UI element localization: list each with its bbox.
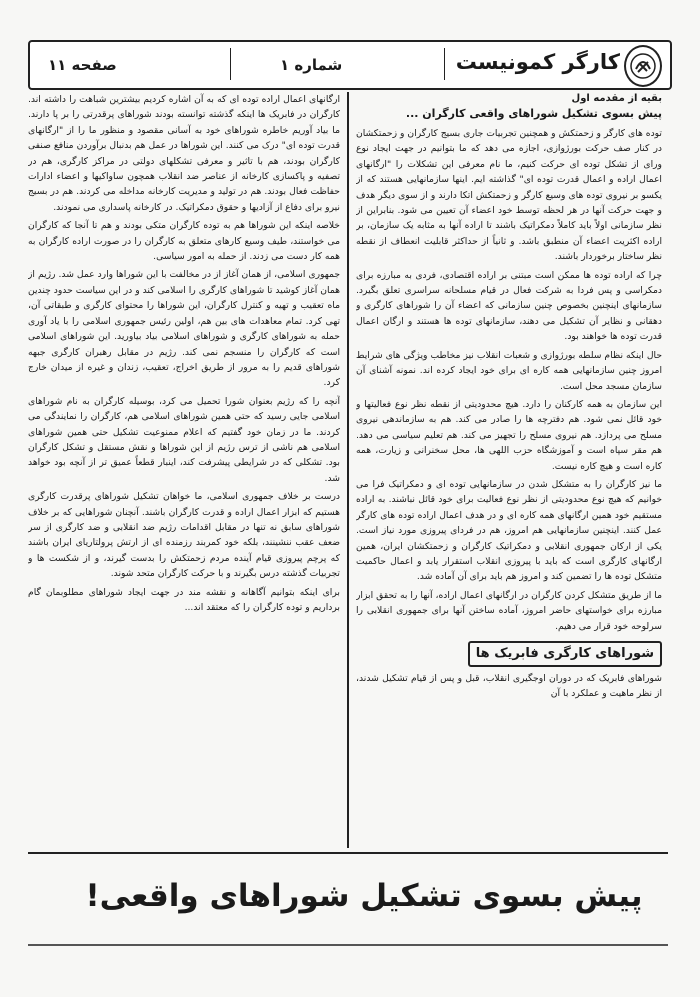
paragraph: ما نیز کارگران را به متشکل شدن در سازمانهایی توده ای و دمکراتیک فرا می خوانیم که هیچ نوع محدودیتی از نظر نوع فعالیت برای خود قائل نباشند. به اراده مستقیم خود همین ارگانهای همه کاره ای و در هدف اعمال اراده توده های کارگر عمل کنند. اینچنین سازمانهایی هم امروز، هم در فردای پیروزی مورد نیاز است. یکی از ارکان جمهوری انقلابی و دمکراتیک کارگران و زحمتکشان ایران، همین ارگانهای کارگری است که باید با پیروزی انقلاب استقرار یابد و اعمال حاکمیت متشکل توده ها را تضمین کند و امروز هم باید برای آن آماده شد. bbox=[356, 478, 662, 583]
paragraph: ارگانهای اعمال اراده توده ای که به آن اشاره کردیم بیشترین شباهت را داشته اند. کارگران در فابریک ها اینکه گذشته توانسته بودند شوراهای پرقدرتی را بر پا دارند. ما بیاد آوریم خاطره شوراهای خود به آسانی مقصود و منظور ما را از "ارگانهای قدرت توده ای" درک می کنند. این شوراها در عمل هم بدنبال برآوردن منافع صنفی کارگران بودند، هم با تاثیر و معرفی تشکلهای دولتی در مراکز کارگری، هم در تصفیه و پاکسازی کارخانه از عناصر ضد انقلاب همچون ساواکیها و اعضاء ادارات حفاظت فعال بودند. هم در تولید و مدیریت کارخانه مداخله می کردند. هم در بسیج نیرو برای دفاع از آزادیها و حقوق دمکراتیک. در کارخانه پاسداری می نمودند. bbox=[28, 94, 340, 213]
column-divider bbox=[347, 92, 349, 848]
paragraph: درست بر خلاف جمهوری اسلامی، ما خواهان تشکیل شوراهای پرقدرت کارگری هستیم که ابزار اعمال اراده و قدرت کارگران باشند. آنچنان شوراهایی که بر خلاف شوراهای سابق نه تنها در مقابل اقدامات رژیم ضد انقلابی و ضد کارگری از سر ضعف عقب ننشینند، بلکه خود کمربند رزمنده ای از ارتش پرولتاریای ایران باشند که پرچم پیروزی قیام آینده مردم زحمتکش را بدست گیرند، و از شکست ها و تجربیات گذشته درس بگیرند و با حرکت کارگران متحد شوند. bbox=[28, 491, 340, 580]
header-divider bbox=[444, 48, 445, 80]
right-column bbox=[356, 92, 662, 852]
newspaper-title: کارگر کمونیست bbox=[455, 50, 620, 74]
masthead bbox=[28, 40, 672, 90]
party-emblem-icon bbox=[624, 45, 662, 87]
bottom-rule bbox=[28, 944, 668, 946]
paragraph: این سازمان به همه کارکنان را دارد. هیچ محدودیتی از نقطه نظر نوع فعالیتها و خود قائل نمی شود. هم دفترچه ها را صادر می کند. هم به سازماندهی نیروی مسلح می پردازد. هم نیروی مسلح را تجهیز می کند. هم تعلیم سیاسی می دهد. هم مقر سپاه است و آموزشگاه حزب اللهی ها، محل سخنرانی و زیارت، همه کاره است و هیچ کاره نیست. bbox=[356, 398, 662, 472]
left-column bbox=[28, 92, 340, 852]
paragraph: آنچه را که رژیم بعنوان شورا تحمیل می کرد، بوسیله کارگران به نام شوراهای اسلامی جایی رسید که حتی همین شوراهای اسلامی هم، کارگران را نمایندگی می کردند. ما در زمان خود گفتیم که اعلام ممنوعیت تشکیل حتی همین شوراهای اسلامی هم ناشی از ترس رژیم از این شوراها و نقش مستقل و تشکل کارگران بود. تشکلی که در شرایطی پیشرفت کند، اینبار قطعاً عمیق تر از آنچه بود خواهد شد. bbox=[28, 395, 340, 484]
section-heading: شوراهای کارگری فابریک ها bbox=[468, 641, 662, 667]
continuation-note: بقیه از مقدمه اول bbox=[571, 93, 662, 104]
header-divider bbox=[230, 48, 231, 80]
article-title: پیش بسوی تشکیل شوراهای واقعی کارگران ... bbox=[405, 107, 662, 120]
paragraph: چرا که اراده توده ها ممکن است مبتنی بر اراده اقتصادی، فردی به مبارزه برای دمکراسی و پس فردا به شرکت فعال در قیام مسلحانه سراسری تعلق بگیرد. سازمانهای اینچنین بخصوص چنین سازمانی که اعضاء آن را شوراهای کارگری و دهقانی و نظایر آن تشکیل می دهند، سازمانهای توده ها هستند و ارگان اعمال قدرت توده ها خواهند بود. bbox=[356, 269, 662, 343]
paragraph: توده های کارگر و زحمتکش و همچنین تجربیات جاری بسیج کارگران و زحمتکشان در کنار صف حرکت بورژوازی، اجازه می دهد که ما بتوانیم در جهت ایجاد نوع ورای از تشکل توده ای حرکت کنیم، ما نام معرفی این تشکلات را "ارگانهای اعمال اراده و اعمال قدرت توده ای" گذاشته ایم. اینها سازمانهایی هستند که از یکسو بر نیروی توده های وسیع کارگر و زحمتکش اتکا دارند و از سوی دیگر هدف و جهت حرکت آنها در هر لحظه توسط خود اعضاء آن تعیین می شود. بنابراین از نظر سازمانی اولاً باید کاملاً دمکراتیک باشند تا اراده آنها به مثابه یک سازمان، بر اراده اکثریت اعضاء آن منطبق باشد. و ثانیاً از حداکثر قابلیت انعطاف از نقطه نظر ساختار برخوردار باشند. bbox=[356, 128, 662, 263]
paragraph: حال اینکه نظام سلطه بورژوازی و شعبات انقلاب نیز مخاطب ویژگی های شرایط امروز چنین سازمانهایی همه کاره ای برای خود ایجاد کرده اند. نمونه آشنای آن سازمان مسجد محل است. bbox=[356, 349, 662, 392]
issue-number: شماره ۱ bbox=[280, 56, 343, 74]
article-columns bbox=[28, 92, 668, 852]
footer-rule bbox=[28, 852, 668, 854]
paragraph: برای اینکه بتوانیم آگاهانه و نقشه مند در جهت ایجاد شوراهای مطلوبمان گام برداریم و توده کارگران را که معتقد اند... bbox=[28, 586, 340, 613]
slogan-banner: پیش بسوی تشکیل شوراهای واقعی! bbox=[85, 878, 643, 914]
paragraph: ما از طریق متشکل کردن کارگران در ارگانهای اعمال اراده، آنها را به تحقق ابزار مبارزه برای خواستهای حاضر امروز، آماده ساختن آنها برای جمهوری انقلابی را سرلوحه خود قرار می دهیم. bbox=[356, 589, 662, 632]
paragraph: شوراهای فابریک که در دوران اوجگیری انقلاب، قبل و پس از قیام تشکیل شدند، از نظر ماهیت و عملکرد با آن bbox=[356, 673, 662, 700]
paragraph: جمهوری اسلامی، از همان آغاز از در مخالفت با این شوراها وارد عمل شد. رژیم از همان آغاز کوشید تا شوراهای کارگری را اسلامی کند و در این سیاست حدود چندین ماه تعقیب و تهیه و کنترل کارگران، این شوراها را محتوای کارگری و طبقاتی آن، تهی کرد. تمام معاهدات های بین هم، اولین رئیس جمهوری اسلامی را با یاد آوری حمله به شوراهای کارگری و شوراهای اسلامی بیاد بیاورید. این شوراهای اسلامی است که کارگران را منسجم نمی کند. رژیم در مقابل رهبران کارگری جبهه شوراهای قدیم را به مرور از طریق اخراج، تعقیب، زندان و غیره از میدان خارج کرد. bbox=[28, 269, 340, 389]
page-number: صفحه ۱۱ bbox=[48, 56, 117, 74]
paragraph: خلاصه اینکه این شوراها هم به توده کارگران متکی بودند و هم تا آنجا که کارگران می خواستند، طیف وسیع کارهای متعلق به کارگران را در صورت اراده کارگران به همه کار دست می زدند. از حمله به امور سیاسی. bbox=[28, 220, 340, 263]
